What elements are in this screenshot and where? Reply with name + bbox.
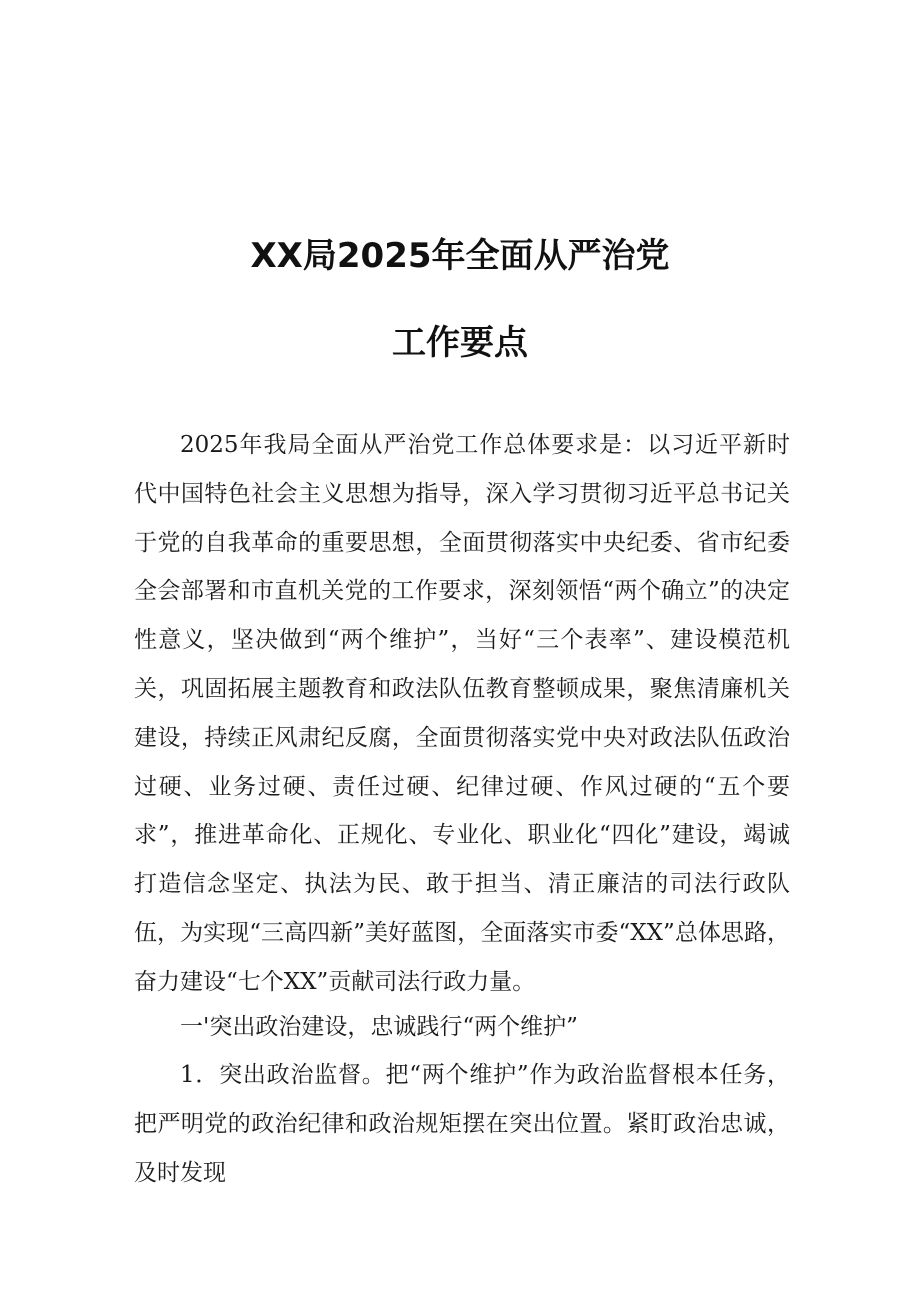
section-heading: 一'突出政治建设，忠诚践行“两个维护”: [180, 1014, 578, 1040]
intro-paragraph: 2025年我局全面从严治党工作总体要求是：以习近平新时代中国特色社会主义思想为指导，深入学习贯彻习近平总书记关于党的自我革命的重要思想，全面贯彻落实中央纪委、省市纪委全会部署和市直机关党的工作要求，深刻领悟“两个确立”的决定性意义，坚决做到“两个维护”，当好“三个表率”、建设模范机关，巩固拓展主题教育和政法队伍教育整顿成果，聚焦清廉机关建设，持续正风肃纪反腐，全面贯彻落实党中央对政法队伍政治过硬、业务过硬、责任过硬、纪律过硬、作风过硬的“五个要求”，推进革命化、正规化、专业化、职业化“四化”建设，竭诚打造信念坚定、执法为民、敢于担当、清正廉洁的司法行政队伍，为实现“三高四新”美好蓝图，全面落实市委“XX”总体思路，奋力建设“七个XX”贡献司法行政力量。: [134, 432, 790, 995]
document-title-line-1: XX局2025年全面从严治党: [250, 236, 670, 276]
list-item-1: 1．突出政治监督。把“两个维护”作为政治监督根本任务，把严明党的政治纪律和政治规矩摆在突出位置。紧盯政治忠诚，及时发现: [134, 1062, 790, 1186]
document-title-line-2: 工作要点: [392, 323, 528, 363]
